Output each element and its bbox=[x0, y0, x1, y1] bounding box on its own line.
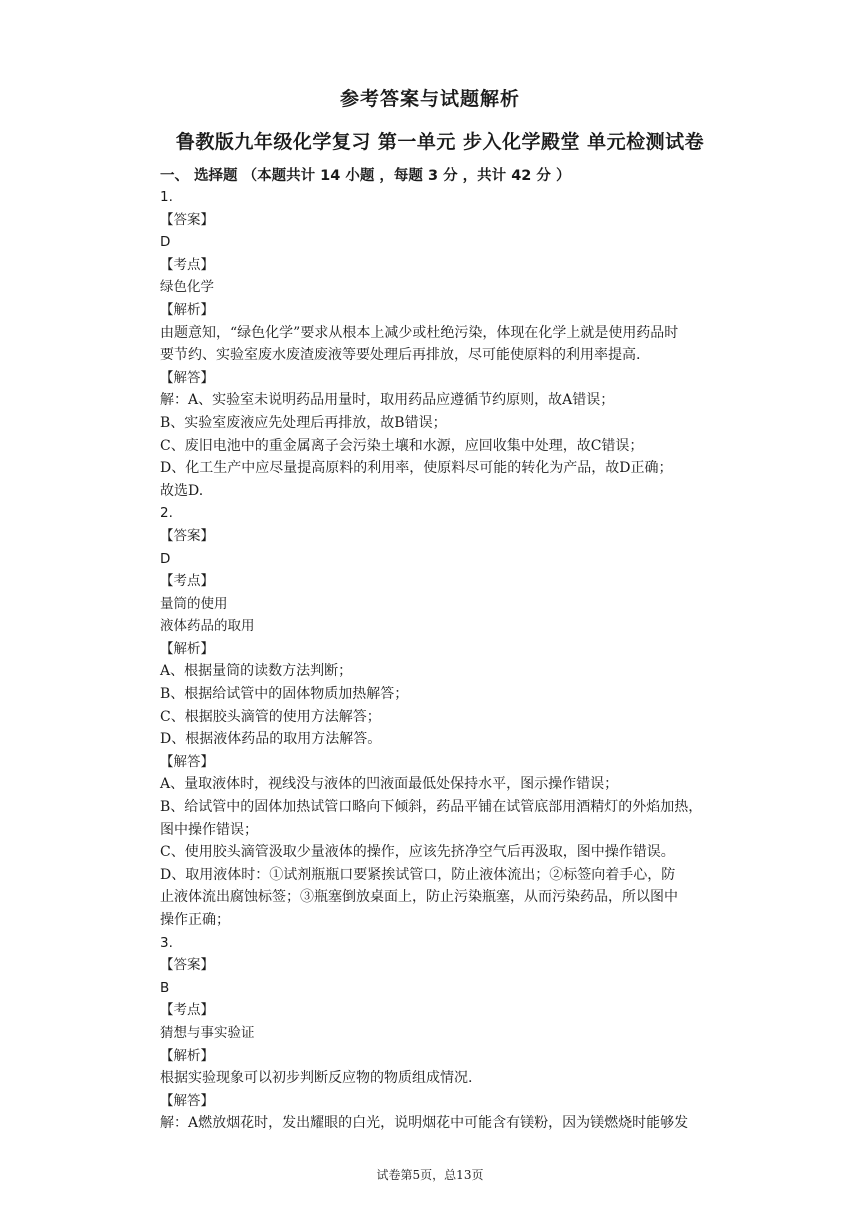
answer-value: B bbox=[160, 979, 170, 996]
analysis-label: 【解析】 bbox=[160, 301, 214, 318]
analysis-text: 由题意知，“绿色化学”要求从根本上减少或杜绝污染，体现在化学上就是使用药品时 bbox=[160, 324, 679, 341]
topic-label: 【考点】 bbox=[160, 256, 214, 273]
analysis-label: 【解析】 bbox=[160, 640, 214, 657]
answer-label: 【答案】 bbox=[160, 211, 214, 228]
answer-title: 参考答案与试题解析 bbox=[339, 88, 520, 110]
topic-value: 液体药品的取用 bbox=[160, 618, 255, 635]
analysis-label: 【解析】 bbox=[160, 1047, 214, 1064]
question-number: 1. bbox=[160, 189, 173, 205]
topic-value: 绿色化学 bbox=[160, 279, 214, 296]
topic-label: 【考点】 bbox=[160, 1002, 214, 1019]
answer-value: D bbox=[160, 550, 171, 567]
solution-text: D、化工生产中应尽量提高原料的利用率，使原料尽可能的转化为产品，故D正确； bbox=[160, 460, 673, 477]
section-heading: 一、 选择题 （本题共计 14 小题 ，每题 3 分 ，共计 42 分 ） bbox=[160, 168, 571, 184]
solution-text: 止液体流出腐蚀标签；③瓶塞倒放桌面上，防止污染瓶塞，从而污染药品，所以图中 bbox=[160, 889, 678, 906]
solution-text: C、废旧电池中的重金属离子会污染土壤和水源，应回收集中处理，故C错误； bbox=[160, 437, 644, 454]
solution-text: 故选D. bbox=[160, 482, 204, 499]
solution-text: B、实验室废液应先处理后再排放，故B错误； bbox=[160, 414, 447, 431]
analysis-text: D、根据液体药品的取用方法解答。 bbox=[160, 731, 382, 748]
solution-text: 解：A燃放烟花时，发出耀眼的白光，说明烟花中可能含有镁粉，因为镁燃烧时能够发 bbox=[160, 1115, 689, 1132]
page-footer: 试卷第5页，总13页 bbox=[376, 1168, 484, 1182]
analysis-text: 要节约、实验室废水废渣废液等要处理后再排放，尽可能使原料的利用率提高. bbox=[160, 347, 641, 364]
solution-text: B、给试管中的固体加热试管口略向下倾斜，药品平铺在试管底部用酒精灯的外焰加热， bbox=[160, 799, 703, 816]
solution-text: 图中操作错误； bbox=[160, 821, 258, 838]
topic-value: 量筒的使用 bbox=[160, 595, 228, 612]
topic-label: 【考点】 bbox=[160, 573, 214, 590]
answer-value: D bbox=[160, 234, 171, 251]
solution-text: C、使用胶头滴管汲取少量液体的操作，应该先挤净空气后再汲取，图中操作错误。 bbox=[160, 844, 675, 861]
analysis-text: C、根据胶头滴管的使用方法解答； bbox=[160, 708, 381, 725]
solution-label: 【解答】 bbox=[160, 753, 214, 770]
answer-label: 【答案】 bbox=[160, 527, 214, 544]
solution-label: 【解答】 bbox=[160, 369, 214, 386]
question-number: 3. bbox=[160, 934, 173, 951]
answer-label: 【答案】 bbox=[160, 957, 214, 974]
analysis-text: B、根据给试管中的固体物质加热解答； bbox=[160, 686, 409, 703]
topic-value: 猜想与事实验证 bbox=[160, 1024, 255, 1041]
solution-text: A、量取液体时，视线没与液体的凹液面最低处保持水平，图示操作错误； bbox=[160, 776, 619, 793]
solution-text: 操作正确； bbox=[160, 912, 230, 928]
exam-title: 鲁教版九年级化学复习 第一单元 步入化学殿堂 单元检测试卷 bbox=[175, 131, 705, 153]
analysis-text: A、根据量筒的读数方法判断； bbox=[160, 663, 353, 680]
question-number: 2. bbox=[160, 505, 173, 522]
solution-text: 解：A、实验室未说明药品用量时，取用药品应遵循节约原则，故A错误； bbox=[160, 392, 615, 409]
analysis-text: 根据实验现象可以初步判断反应物的物质组成情况. bbox=[160, 1070, 473, 1087]
solution-text: D、取用液体时：①试剂瓶瓶口要紧挨试管口，防止液体流出；②标签向着手心，防 bbox=[160, 866, 676, 883]
solution-label: 【解答】 bbox=[160, 1092, 214, 1109]
answer-body bbox=[160, 186, 760, 1135]
